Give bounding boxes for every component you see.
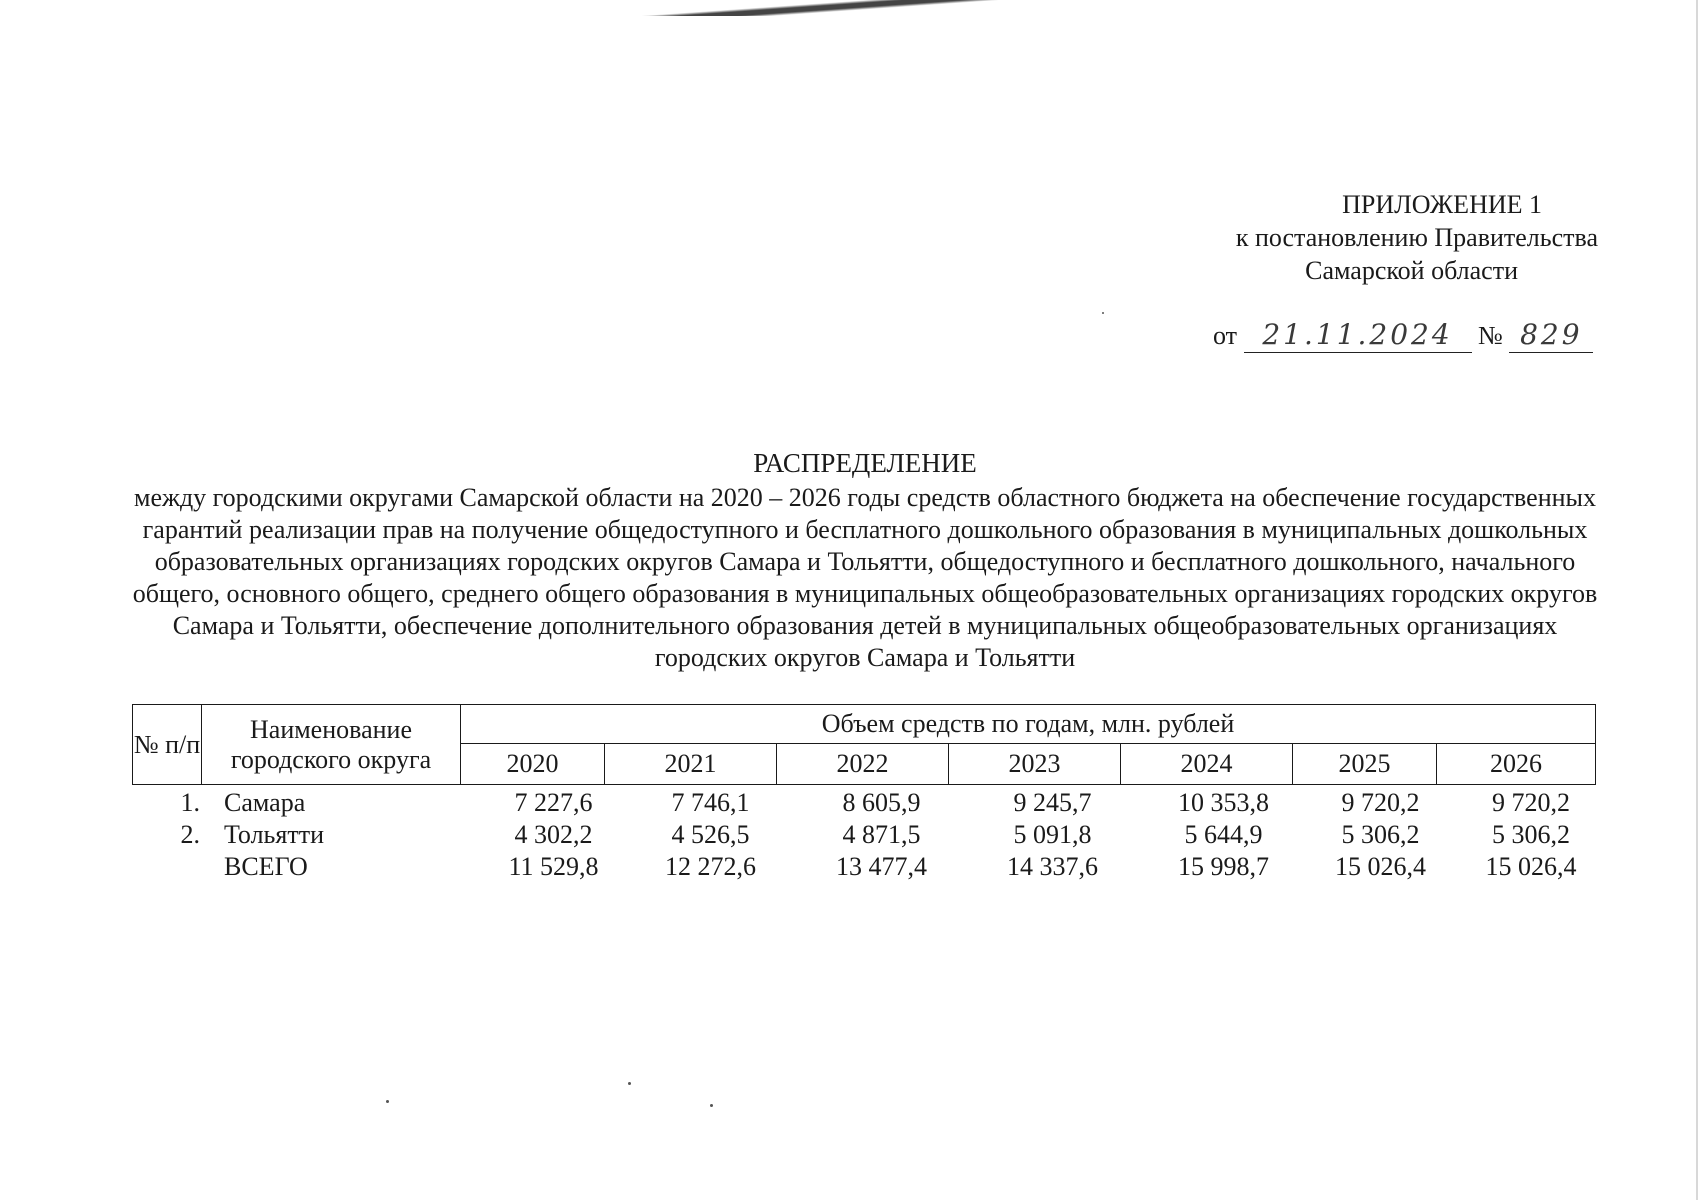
- scan-speck: [628, 1082, 631, 1085]
- handwritten-number: 829: [1509, 318, 1593, 353]
- issue-date-number: [1213, 316, 1593, 356]
- table-row: [132, 819, 1610, 851]
- value-cell: 5 644,9: [1184, 820, 1263, 849]
- value-cell: 9 245,7: [1013, 788, 1092, 817]
- column-header-name: [202, 705, 461, 785]
- appendix-region: Самарской области: [1305, 256, 1518, 285]
- year-header: 2024: [1121, 744, 1293, 785]
- appendix-title: ПРИЛОЖЕНИЕ 1: [1342, 190, 1542, 219]
- year-header: 2023: [949, 744, 1121, 785]
- district-name: Самара: [224, 788, 306, 817]
- year-header: 2022: [777, 744, 949, 785]
- total-value-cell: 14 337,6: [1007, 852, 1098, 881]
- value-cell: 8 605,9: [842, 788, 921, 817]
- row-number: 2.: [180, 820, 200, 849]
- value-cell: 4 526,5: [671, 820, 750, 849]
- value-cell: 7 227,6: [514, 788, 593, 817]
- total-value-cell: 15 026,4: [1335, 852, 1426, 881]
- total-value-cell: 15 026,4: [1485, 852, 1577, 881]
- scan-speck: [710, 1104, 713, 1107]
- value-cell: 4 302,2: [514, 820, 593, 849]
- document-title: РАСПРЕДЕЛЕНИЕ: [753, 448, 977, 478]
- distribution-table-body: [132, 787, 1610, 883]
- value-cell: 7 746,1: [671, 788, 750, 817]
- year-header: 2025: [1293, 744, 1437, 785]
- number-prefix: №: [1478, 321, 1503, 350]
- column-group-header: Объем средств по годам, млн. рублей: [461, 705, 1596, 744]
- table-row-total: [132, 851, 1610, 883]
- handwritten-date: 21.11.2024: [1244, 318, 1472, 353]
- value-cell: 5 306,2: [1492, 820, 1570, 849]
- total-label: ВСЕГО: [224, 852, 308, 881]
- column-header-number-label: № п/п: [133, 729, 201, 759]
- document-subtitle: между городскими округами Самарской области на 2020 – 2026 годы средств областного бюджета на обеспечение государственных гарантий реализации прав на получение общедоступного и бесплатного дошкольного образования в муниципальных дошкольных образовательных организациях городских округов Самара и Тольятти, общедоступного и бесплатного дошкольного, начального общего, основного общего, среднего общего образования в муниципальных общеобразовательных организациях городских округов Самара и Тольятти, обеспечение дополнительного образования детей в муниципальных общеобразовательных организациях городских округов Самара и Тольятти: [132, 483, 1598, 672]
- column-header-number: [133, 705, 202, 785]
- value-cell: 10 353,8: [1178, 788, 1269, 817]
- distribution-table-header: [132, 704, 1596, 785]
- value-cell: 9 720,2: [1341, 788, 1420, 817]
- appendix-reference: к постановлению Правительства: [1235, 223, 1598, 252]
- value-cell: 4 871,5: [842, 820, 921, 849]
- row-number: [132, 851, 212, 883]
- district-name: Тольятти: [224, 820, 325, 849]
- scan-speck: [386, 1100, 389, 1103]
- appendix-header: [1178, 188, 1598, 287]
- column-header-name-label: Наименование городского округа: [230, 714, 432, 774]
- total-value-cell: 13 477,4: [836, 852, 927, 881]
- year-header: 2026: [1437, 744, 1596, 785]
- total-value-cell: 12 272,6: [665, 852, 756, 881]
- scan-edge-top: [0, 0, 1698, 16]
- row-number: 1.: [180, 788, 200, 817]
- year-header: 2021: [605, 744, 777, 785]
- year-header: 2020: [461, 744, 605, 785]
- value-cell: 5 306,2: [1341, 820, 1420, 849]
- value-cell: 9 720,2: [1492, 788, 1570, 817]
- total-value-cell: 11 529,8: [508, 852, 599, 881]
- scan-speck: [1102, 312, 1104, 314]
- value-cell: 5 091,8: [1013, 820, 1092, 849]
- total-value-cell: 15 998,7: [1178, 852, 1269, 881]
- table-row: [132, 787, 1610, 819]
- date-prefix: от: [1213, 321, 1238, 350]
